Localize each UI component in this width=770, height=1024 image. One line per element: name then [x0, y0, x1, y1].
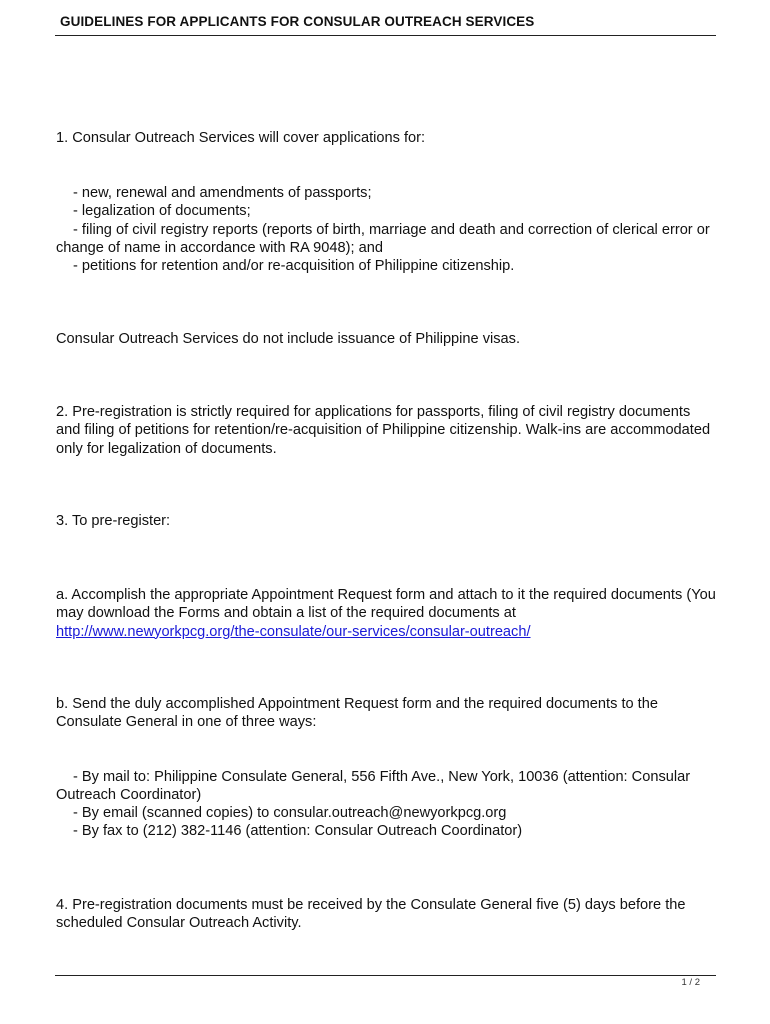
document-title: GUIDELINES FOR APPLICANTS FOR CONSULAR OUTREACH SERVICES	[60, 14, 535, 29]
item-3b-bullet-mail: - By mail to: Philippine Consulate General, 556 Fifth Ave., New York, 10036 (attention: Consular Outreach Coordinator)	[56, 769, 691, 804]
visa-note: Consular Outreach Services do not include issuance of Philippine visas.	[56, 331, 521, 347]
header-divider	[55, 35, 716, 36]
item-1-bullet-legalization: - legalization of documents;	[73, 203, 251, 219]
item-3b-bullet-email: - By email (scanned copies) to consular.outreach@newyorkpcg.org	[73, 805, 507, 821]
item-1-bullet-passports: - new, renewal and amendments of passports;	[73, 185, 372, 201]
page-number: 1 / 2	[681, 977, 700, 988]
consular-outreach-link[interactable]: http://www.newyorkpcg.org/the-consulate/our-services/consular-outreach/	[56, 623, 531, 640]
item-1-bullet-civil-registry: - filing of civil registry reports (reports of birth, marriage and death and correction of clerical error or change of name in accordance with RA 9048); and	[56, 222, 710, 257]
item-1-intro: 1. Consular Outreach Services will cover applications for:	[56, 130, 426, 146]
item-2-preregistration: 2. Pre-registration is strictly required for applications for passports, filing of civil registry documents and filing of petitions for retention/re-acquisition of Philippine citizenship. Walk-ins are accommodated only for legalization of documents.	[56, 404, 711, 457]
item-1-bullet-citizenship: - petitions for retention and/or re-acquisition of Philippine citizenship.	[73, 258, 515, 274]
item-3-heading: 3. To pre-register:	[56, 513, 171, 529]
item-4-deadline: 4. Pre-registration documents must be received by the Consulate General five (5) days before the scheduled Consular Outreach Activity.	[56, 897, 686, 932]
footer-divider	[55, 975, 716, 976]
item-3a-paragraph	[56, 586, 716, 641]
item-3a-text: a. Accomplish the appropriate Appointment Request form and attach to it the required documents (You may download the Forms and obtain a list of the required documents at	[56, 587, 716, 622]
item-3b-bullet-fax: - By fax to (212) 382-1146 (attention: Consular Outreach Coordinator)	[73, 823, 523, 839]
item-3b-paragraph: b. Send the duly accomplished Appointment Request form and the required documents to the Consulate General in one of three ways:	[56, 696, 658, 731]
